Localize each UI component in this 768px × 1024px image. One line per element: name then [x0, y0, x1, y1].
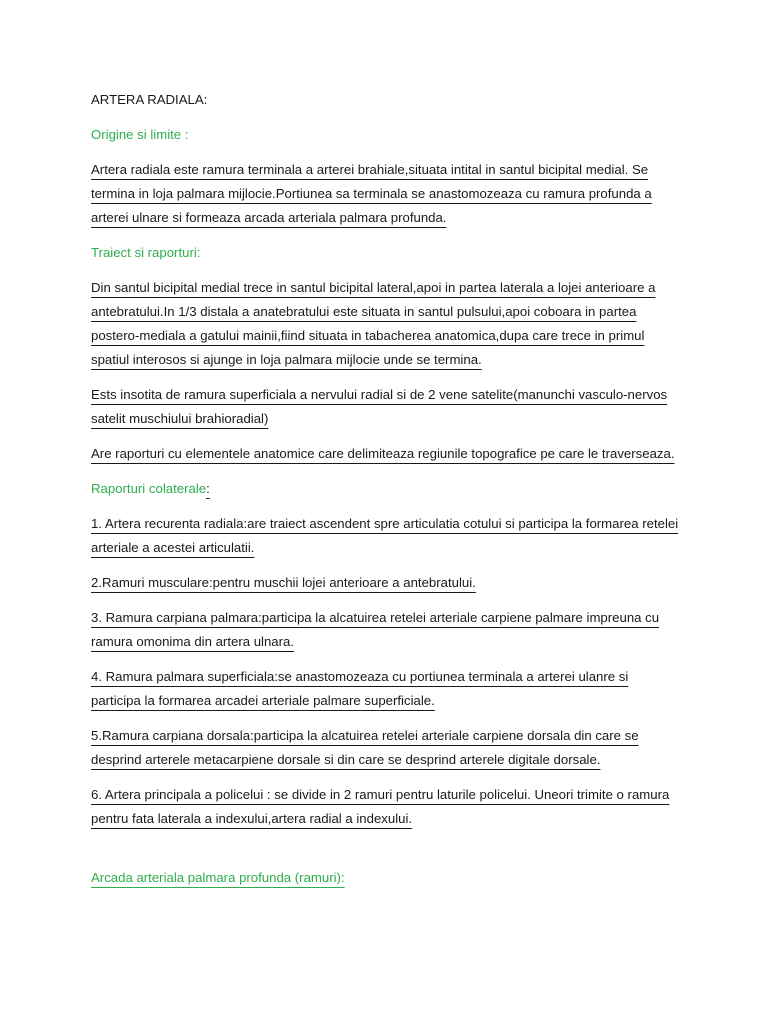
list-item-text: 6. Artera principala a policelui : se divide in 2 ramuri pentru laturile policelui. Uneori trimite o ramura pentru fata laterala a indexului,artera radial a indexului. — [91, 787, 670, 826]
section-heading-colaterale — [91, 477, 681, 501]
list-item — [91, 724, 681, 772]
section-heading-arcada — [91, 866, 681, 890]
paragraph-traiect-3 — [91, 442, 681, 466]
list-item — [91, 606, 681, 654]
list-item-text: 2.Ramuri musculare:pentru muschii lojei anterioare a antebratului. — [91, 575, 476, 590]
section-heading-colaterale-text: Raporturi colaterale — [91, 481, 207, 496]
list-item-text: 1. Artera recurenta radiala:are traiect ascendent spre articulatia cotului si participa la formarea retelei arteriale a acestei articulatii. — [91, 516, 679, 555]
section-heading-colaterale-colon: : — [206, 481, 210, 496]
paragraph-traiect-2-text: Ests insotita de ramura superficiala a nervului radial si de 2 vene satelite(manunchi vasculo-nervos satelit muschiului brahioradial) — [91, 387, 668, 426]
document-title: ARTERA RADIALA: — [91, 92, 208, 107]
blank-line — [91, 842, 681, 866]
list-item — [91, 571, 681, 595]
list-item-text: 3. Ramura carpiana palmara:participa la alcatuirea retelei arteriale carpiene palmare impreuna cu ramura omonima din artera ulnara. — [91, 610, 660, 649]
list-item — [91, 783, 681, 831]
paragraph-traiect-1 — [91, 276, 681, 372]
section-heading-arcada-text: Arcada arteriala palmara profunda (ramuri): — [91, 870, 345, 885]
paragraph-traiect-3-text: Are raporturi cu elementele anatomice care delimiteaza regiunile topografice pe care le traverseaza. — [91, 446, 675, 461]
paragraph-traiect-1-text: Din santul bicipital medial trece in santul bicipital lateral,apoi in partea laterala a lojei anterioare a antebratului.In 1/3 distala a anatebratului este situata in santul pulsului,apoi coboara in partea postero-mediala a gatului mainii,fiind situata in tabacherea anatomica,dupa care trece in primul spatiul interosos si ajunge in loja palmara mijlocie unde se termina. — [91, 280, 656, 367]
paragraph-origine-text: Artera radiala este ramura terminala a arterei brahiale,situata intital in santul bicipital medial. Se termina in loja palmara mijlocie.Portiunea sa terminala se anastomozeaza cu ramura profunda a arterei ulnare si formeaza arcada arteriala palmara profunda. — [91, 162, 652, 225]
paragraph-traiect-2 — [91, 383, 681, 431]
list-item-text: 4. Ramura palmara superficiala:se anastomozeaza cu portiunea terminala a arterei ulanre si participa la formarea arcadei arteriale palmare superficiale. — [91, 669, 629, 708]
list-item — [91, 665, 681, 713]
section-heading-origine: Origine si limite : — [91, 127, 189, 142]
section-heading-traiect: Traiect si raporturi: — [91, 245, 201, 260]
paragraph-origine — [91, 158, 681, 230]
list-item-text: 5.Ramura carpiana dorsala:participa la alcatuirea retelei arteriale carpiene dorsala din care se desprind arterele metacarpiene dorsale si din care se desprind arterele digitale dorsale. — [91, 728, 639, 767]
list-item — [91, 512, 681, 560]
document-page — [91, 88, 681, 901]
